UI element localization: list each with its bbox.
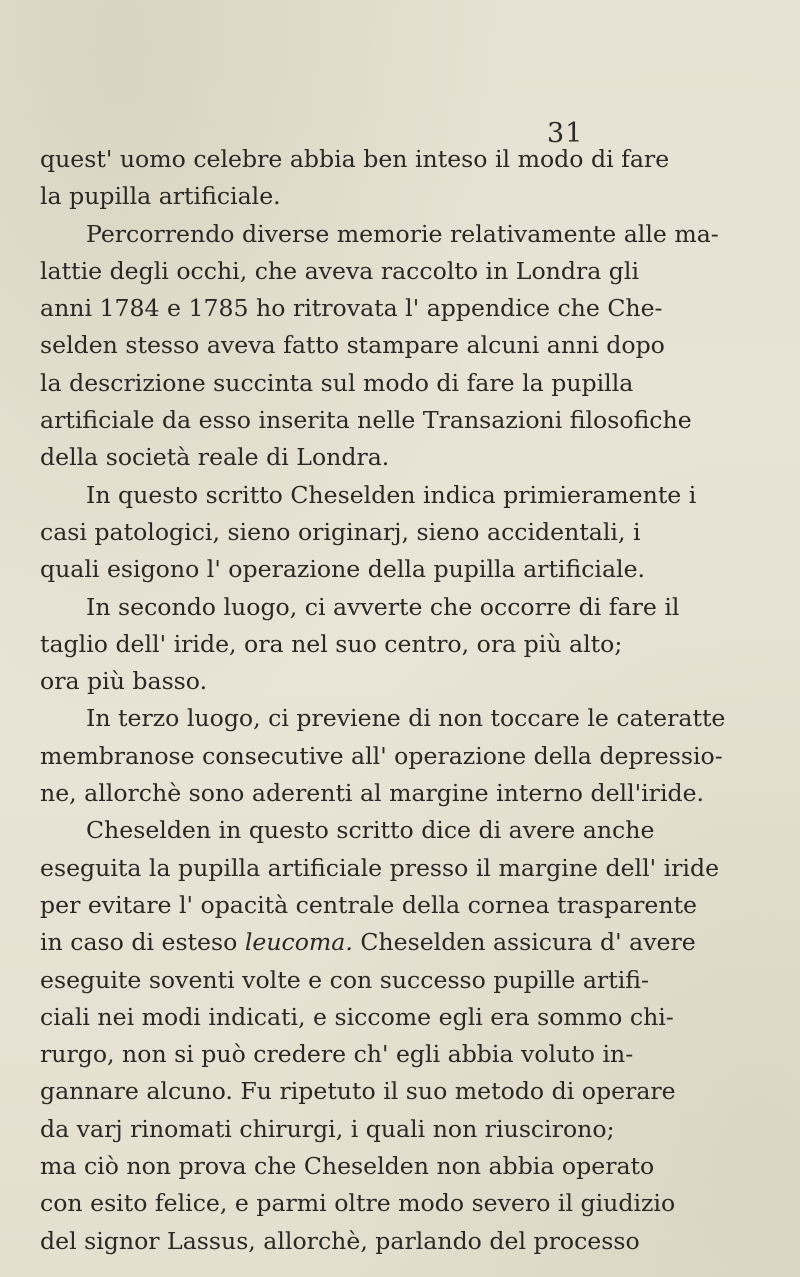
text-line: membranose consecutive all' operazione della depressio- [40,741,723,770]
text-line: In questo scritto Cheselden indica primieramente i [86,480,697,509]
text-segment: in caso di esteso [40,928,238,957]
text-line: eseguita la pupilla artificiale presso il margine dell' iride [40,853,720,882]
text-line: taglio dell' iride, ora nel suo centro, ora più alto; [40,629,623,658]
text-line: Percorrendo diverse memorie relativamente alle ma- [86,219,719,248]
text-line: con esito felice, e parmi oltre modo severo il giudizio [40,1189,676,1218]
italic-term: leucoma. [244,928,353,957]
text-line: la pupilla artificiale. [40,182,281,211]
text-line: quest' uomo celebre abbia ben inteso il modo di fare [40,145,670,173]
text-line: eseguite soventi volte e con successo pupille artifi- [40,965,649,994]
text-line: ora più basso. [40,667,208,696]
text-line: selden stesso aveva fatto stampare alcuni anni dopo [40,331,665,360]
text-line [40,924,696,961]
text-line: anni 1784 e 1785 ho ritrovata l' appendice che Che- [40,294,663,323]
text-line: ciali nei modi indicati, e siccome egli era sommo chi- [40,1002,674,1031]
text-line: del signor Lassus, allorchè, parlando del processo [40,1226,640,1255]
text-line: artificiale da esso inserita nelle Transazioni filosofiche [40,406,692,435]
text-line: la descrizione succinta sul modo di fare la pupilla [40,368,634,397]
text-line: casi patologici, sieno originarj, sieno accidentali, i [40,517,641,546]
text-line: ma ciò non prova che Cheselden non abbia operato [40,1152,655,1181]
body-text [40,141,726,1260]
text-line: ne, allorchè sono aderenti al margine interno dell'iride. [40,779,705,808]
text-line: gannare alcuno. Fu ripetuto il suo metodo di operare [40,1077,676,1106]
text-line: rurgo, non si può credere ch' egli abbia voluto in- [40,1040,634,1069]
text-line: per evitare l' opacità centrale della cornea trasparente [40,890,698,919]
text-line: In secondo luogo, ci avverte che occorre di fare il [86,592,680,621]
text-line: Cheselden in questo scritto dice di avere anche [86,816,655,845]
text-line: lattie degli occhi, che aveva raccolto in Londra gli [40,256,640,285]
page-number: 31 [547,118,584,149]
text-line: da varj rinomati chirurgi, i quali non riuscirono; [40,1114,615,1143]
text-line: della società reale di Londra. [40,443,390,472]
text-line: In terzo luogo, ci previene di non toccare le cateratte [86,704,726,733]
text-segment: Cheselden assicura d' avere [360,928,696,957]
text-line: quali esigono l' operazione della pupilla artificiale. [40,555,646,584]
